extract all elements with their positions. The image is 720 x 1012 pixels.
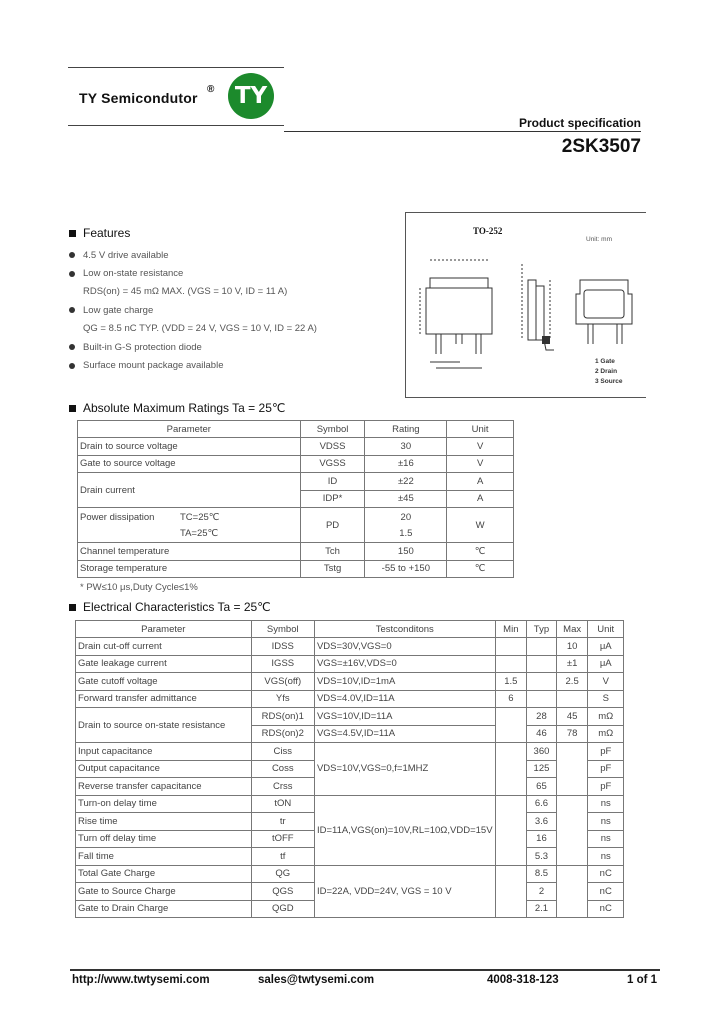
param-cell: Drain current — [78, 473, 301, 508]
param-cell: Fall time — [76, 848, 252, 866]
unit-cell: pF — [588, 760, 624, 778]
param-cell: Gate to Source Charge — [76, 883, 252, 901]
pd-rating-2: 1.5 — [399, 527, 413, 539]
header-rule-left — [68, 125, 284, 126]
cond-cell: VGS=10V,ID=11A — [314, 708, 495, 726]
package-title: TO-252 — [473, 226, 503, 236]
cond-cell: VGS=4.5V,ID=11A — [314, 725, 495, 743]
pd-cond-1: TC=25℃ — [180, 511, 220, 523]
pin-source: 3 Source — [595, 378, 623, 385]
header-cell: Testconditons — [314, 621, 495, 638]
symbol-cell: VGSS — [300, 455, 365, 473]
unit-cell: pF — [588, 778, 624, 796]
min-cell — [495, 865, 527, 918]
list-item — [69, 264, 317, 282]
list-item — [69, 246, 317, 264]
symbol-cell: Crss — [251, 778, 314, 796]
list-item — [69, 301, 317, 319]
min-cell — [495, 743, 527, 796]
header-cell: Symbol — [251, 621, 314, 638]
footer-phone: 4008-318-123 — [487, 974, 559, 986]
typ-cell: 16 — [527, 830, 557, 848]
table-row — [78, 455, 514, 473]
typ-cell: 46 — [527, 725, 557, 743]
unit-cell: ns — [588, 848, 624, 866]
typ-cell: 125 — [527, 760, 557, 778]
min-cell — [495, 655, 527, 673]
rating-cell: ±16 — [365, 455, 447, 473]
param-cell: Reverse transfer capacitance — [76, 778, 252, 796]
symbol-cell: QGS — [251, 883, 314, 901]
min-cell — [495, 795, 527, 865]
table-row — [76, 690, 624, 708]
symbol-cell: Ciss — [251, 743, 314, 761]
feature-text: Low on-state resistance — [83, 268, 184, 280]
param-cell: Rise time — [76, 813, 252, 831]
feature-text: QG = 8.5 nC TYP. (VDD = 24 V, VGS = 10 V, ID = 22 A) — [83, 323, 317, 335]
unit-cell: A — [447, 473, 514, 491]
list-item — [69, 338, 317, 356]
pin-gate: 1 Gate — [595, 358, 615, 365]
table-row — [76, 655, 624, 673]
table-header-row — [78, 421, 514, 438]
features-list — [69, 246, 317, 375]
table-row — [76, 708, 624, 726]
max-cell — [556, 795, 588, 865]
list-item — [69, 320, 317, 338]
max-cell — [556, 690, 588, 708]
param-cell: Forward transfer admittance — [76, 690, 252, 708]
param-cell — [78, 508, 301, 543]
min-cell — [495, 638, 527, 656]
typ-cell — [527, 655, 557, 673]
param-cell: Gate cutoff voltage — [76, 673, 252, 691]
package-unit: Unit: mm — [586, 236, 612, 243]
param-cell: Drain cut-off current — [76, 638, 252, 656]
symbol-cell: tf — [251, 848, 314, 866]
table-row — [76, 638, 624, 656]
bullet-icon — [69, 307, 75, 313]
symbol-cell: IDP* — [300, 490, 365, 508]
unit-cell: mΩ — [588, 708, 624, 726]
param-cell: Turn-on delay time — [76, 795, 252, 813]
unit-cell: pF — [588, 743, 624, 761]
pin-drain: 2 Drain — [595, 368, 618, 375]
cond-cell: VDS=4.0V,ID=11A — [314, 690, 495, 708]
cond-cell: ID=22A, VDD=24V, VGS = 10 V — [314, 865, 495, 918]
symbol-cell: tOFF — [251, 830, 314, 848]
typ-cell — [527, 638, 557, 656]
typ-cell: 65 — [527, 778, 557, 796]
list-item — [69, 356, 317, 374]
param-cell: Input capacitance — [76, 743, 252, 761]
rating-cell: ±45 — [365, 490, 447, 508]
footer-rule — [70, 969, 660, 971]
table-row — [78, 473, 514, 491]
pd-line-1 — [80, 512, 298, 523]
rating-cell — [365, 508, 447, 543]
header-rule-top — [68, 67, 284, 68]
param-cell: Drain to source on-state resistance — [76, 708, 252, 743]
footer-url[interactable]: http://www.twtysemi.com — [72, 974, 210, 986]
section-square-icon — [69, 405, 76, 412]
doc-type: Product specification — [518, 116, 641, 130]
feature-text: Low gate charge — [83, 304, 154, 316]
typ-cell: 360 — [527, 743, 557, 761]
list-item — [69, 283, 317, 301]
symbol-cell: RDS(on)1 — [251, 708, 314, 726]
bullet-icon — [69, 252, 75, 258]
unit-cell: V — [588, 673, 624, 691]
typ-cell: 8.5 — [527, 865, 557, 883]
header-cell: Parameter — [78, 421, 301, 438]
min-cell — [495, 708, 527, 743]
bullet-icon — [69, 344, 75, 350]
typ-cell: 6.6 — [527, 795, 557, 813]
symbol-cell: Coss — [251, 760, 314, 778]
header-cell: Rating — [365, 421, 447, 438]
param-cell: Channel temperature — [78, 543, 301, 561]
header-cell: Symbol — [300, 421, 365, 438]
table-row — [76, 795, 624, 813]
max-cell: 2.5 — [556, 673, 588, 691]
table-row — [78, 543, 514, 561]
param-cell: Gate leakage current — [76, 655, 252, 673]
rating-cell: -55 to +150 — [365, 560, 447, 578]
min-cell: 6 — [495, 690, 527, 708]
unit-cell: nC — [588, 900, 624, 918]
symbol-cell: Yfs — [251, 690, 314, 708]
elec-title-text: Electrical Characteristics Ta = 25℃ — [83, 600, 271, 614]
symbol-cell: PD — [300, 508, 365, 543]
symbol-cell: Tch — [300, 543, 365, 561]
feature-text: RDS(on) = 45 mΩ MAX. (VGS = 10 V, ID = 11 A) — [83, 286, 288, 298]
footer-page: 1 of 1 — [627, 974, 658, 986]
symbol-cell: ID — [300, 473, 365, 491]
symbol-cell: QG — [251, 865, 314, 883]
rating-cell: 30 — [365, 438, 447, 456]
min-cell: 1.5 — [495, 673, 527, 691]
header-cell: Unit — [588, 621, 624, 638]
feature-text: Built-in G-S protection diode — [83, 341, 202, 353]
param-cell: Total Gate Charge — [76, 865, 252, 883]
header-cell: Max — [556, 621, 588, 638]
table-header-row — [76, 621, 624, 638]
symbol-cell: tr — [251, 813, 314, 831]
max-cell: ±1 — [556, 655, 588, 673]
unit-cell: S — [588, 690, 624, 708]
section-square-icon — [69, 604, 76, 611]
unit-cell: mΩ — [588, 725, 624, 743]
symbol-cell: VGS(off) — [251, 673, 314, 691]
feature-text: 4.5 V drive available — [83, 249, 169, 261]
typ-cell: 2 — [527, 883, 557, 901]
abs-max-table — [77, 420, 514, 578]
header-cell: Min — [495, 621, 527, 638]
rating-cell: 150 — [365, 543, 447, 561]
ty-logo — [228, 73, 274, 119]
pd-param: Power dissipation — [80, 511, 155, 523]
symbol-cell: Tstg — [300, 560, 365, 578]
max-cell: 10 — [556, 638, 588, 656]
typ-cell — [527, 690, 557, 708]
table-row — [78, 438, 514, 456]
header-cell: Unit — [447, 421, 514, 438]
symbol-cell: QGD — [251, 900, 314, 918]
header-rule-right — [284, 131, 641, 132]
header-cell: Parameter — [76, 621, 252, 638]
unit-cell: ns — [588, 830, 624, 848]
table-row — [78, 508, 514, 543]
part-number: 2SK3507 — [561, 136, 641, 157]
typ-cell: 5.3 — [527, 848, 557, 866]
unit-cell: μA — [588, 638, 624, 656]
max-cell — [556, 865, 588, 918]
param-cell: Gate to source voltage — [78, 455, 301, 473]
table-row — [76, 743, 624, 761]
rating-cell: ±22 — [365, 473, 447, 491]
typ-cell: 2.1 — [527, 900, 557, 918]
cond-cell: VGS=±16V,VDS=0 — [314, 655, 495, 673]
abs-max-title-text: Absolute Maximum Ratings Ta = 25℃ — [83, 401, 286, 415]
elec-table — [75, 620, 624, 918]
pd-rating-1: 20 — [400, 511, 412, 523]
unit-cell: ns — [588, 795, 624, 813]
symbol-cell: IGSS — [251, 655, 314, 673]
header-cell: Typ — [527, 621, 557, 638]
unit-cell: V — [447, 438, 514, 456]
unit-cell: W — [447, 508, 514, 543]
footnote: * PW≤10 μs,Duty Cycle≤1% — [80, 582, 198, 593]
pd-cond-2: TA=25℃ — [180, 527, 219, 539]
unit-cell: nC — [588, 883, 624, 901]
feature-text: Surface mount package available — [83, 360, 224, 372]
unit-cell: ℃ — [447, 560, 514, 578]
unit-cell: ℃ — [447, 543, 514, 561]
typ-cell: 28 — [527, 708, 557, 726]
table-row — [78, 560, 514, 578]
abs-max-title — [69, 401, 285, 415]
brand-name: TY Semicondutor — [79, 90, 198, 106]
features-title-text: Features — [83, 226, 131, 240]
symbol-cell: IDSS — [251, 638, 314, 656]
section-square-icon — [69, 230, 76, 237]
unit-cell: A — [447, 490, 514, 508]
unit-cell: μA — [588, 655, 624, 673]
table-row — [76, 673, 624, 691]
max-cell: 45 — [556, 708, 588, 726]
param-cell: Output capacitance — [76, 760, 252, 778]
param-cell: Turn off delay time — [76, 830, 252, 848]
max-cell — [556, 743, 588, 796]
cond-cell: VDS=10V,VGS=0,f=1MHZ — [314, 743, 495, 796]
registered-mark: ® — [207, 84, 215, 95]
logo-text: TY — [234, 83, 268, 109]
max-cell: 78 — [556, 725, 588, 743]
unit-cell: ns — [588, 813, 624, 831]
bullet-icon — [69, 363, 75, 369]
cond-cell: VDS=30V,VGS=0 — [314, 638, 495, 656]
symbol-cell: RDS(on)2 — [251, 725, 314, 743]
typ-cell: 3.6 — [527, 813, 557, 831]
unit-cell: nC — [588, 865, 624, 883]
pin-list — [595, 357, 622, 387]
param-cell: Drain to source voltage — [78, 438, 301, 456]
unit-cell: V — [447, 455, 514, 473]
symbol-cell: VDSS — [300, 438, 365, 456]
bullet-icon — [69, 271, 75, 277]
param-cell: Storage temperature — [78, 560, 301, 578]
cond-cell: ID=11A,VGS(on)=10V,RL=10Ω,VDD=15V — [314, 795, 495, 865]
footer-email[interactable]: sales@twtysemi.com — [258, 974, 375, 986]
symbol-cell: tON — [251, 795, 314, 813]
param-cell: Gate to Drain Charge — [76, 900, 252, 918]
features-title — [69, 226, 130, 240]
elec-title — [69, 600, 271, 614]
table-row — [76, 865, 624, 883]
cond-cell: VDS=10V,ID=1mA — [314, 673, 495, 691]
typ-cell — [527, 673, 557, 691]
